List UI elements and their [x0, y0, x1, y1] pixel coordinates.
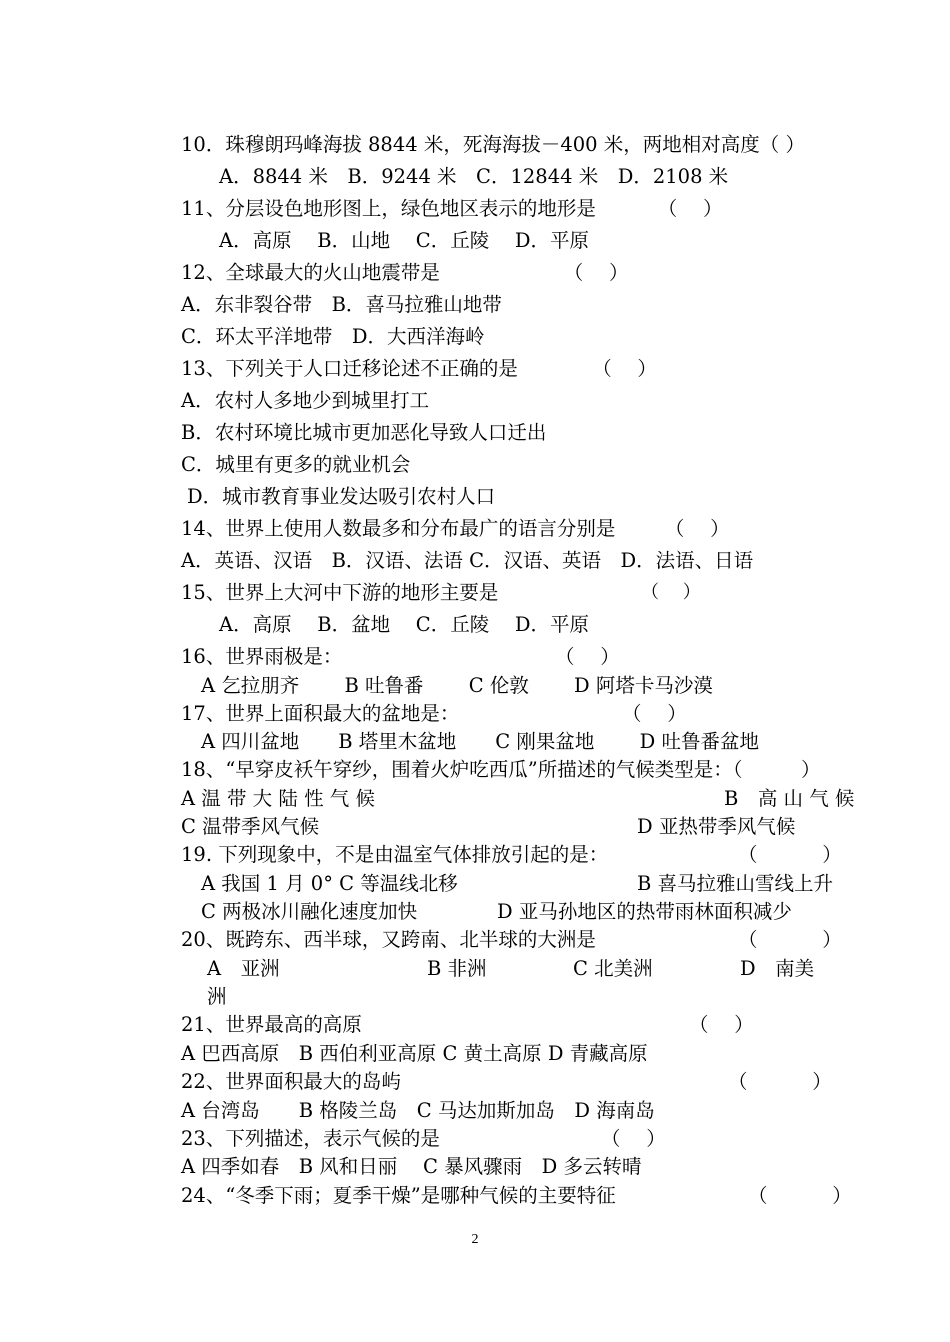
q20-option-b: B 非洲	[427, 957, 487, 980]
q19-answer-blank: （ ）	[738, 843, 842, 866]
q15-stem: 15、世界上大河中下游的地形主要是	[181, 581, 499, 604]
q20-option-c: C 北美洲	[573, 957, 653, 980]
q16-options: A 乞拉朋齐 B 吐鲁番 C 伦敦 D 阿塔卡马沙漠	[201, 674, 713, 697]
q17-answer-blank: （ ）	[622, 702, 687, 725]
q24-answer-blank: （ ）	[748, 1184, 852, 1207]
q13-option-b: B．农村环境比城市更加恶化导致人口迁出	[181, 421, 547, 444]
q23-stem: 23、下列描述，表示气候的是	[181, 1127, 440, 1150]
q14-options: A．英语、汉语 B．汉语、法语 C．汉语、英语 D．法语、日语	[181, 549, 754, 572]
q19-stem: 19. 下列现象中，不是由温室气体排放引起的是：	[181, 843, 609, 866]
q22-answer-blank: （ ）	[728, 1070, 832, 1093]
q13-stem: 13、下列关于人口迁移论述不正确的是 （ ）	[181, 357, 657, 380]
q17-stem: 17、世界上面积最大的盆地是：	[181, 702, 460, 725]
q19-option-d: D 亚马孙地区的热带雨林面积减少	[497, 900, 792, 923]
q20-option-d-wrap: 洲	[207, 985, 227, 1008]
q12-options-ab: A．东非裂谷带 B．喜马拉雅山地带	[181, 293, 502, 316]
q20-option-d: D 南美	[740, 957, 815, 980]
q21-stem: 21、世界最高的高原	[181, 1013, 362, 1036]
q23-options: A 四季如春 B 风和日丽 C 暴风骤雨 D 多云转晴	[181, 1155, 642, 1178]
q19-option-a: A 我国 1 月 0° C 等温线北移	[201, 872, 458, 895]
q12-options-cd: C．环太平洋地带 D．大西洋海岭	[181, 325, 485, 348]
q24-stem: 24、“冬季下雨；夏季干燥”是哪种气候的主要特征	[181, 1184, 616, 1207]
q20-answer-blank: （ ）	[738, 928, 842, 951]
q21-answer-blank: （ ）	[689, 1013, 754, 1036]
q13-option-c: C．城里有更多的就业机会	[181, 453, 411, 476]
q19-option-c: C 两极冰川融化速度加快	[201, 900, 418, 923]
q23-answer-blank: （ ）	[601, 1127, 666, 1150]
q15-answer-blank: （ ）	[641, 582, 701, 603]
q10-options: A．8844 米 B．9244 米 C．12844 米 D．2108 米	[219, 165, 729, 188]
q18-stem: 18、“早穿皮袄午穿纱，围着火炉吃西瓜”所描述的气候类型是：（ ）	[181, 758, 821, 781]
q12-stem: 12、全球最大的火山地震带是 （ ）	[181, 261, 629, 284]
q13-option-d: D．城市教育事业发达吸引农村人口	[187, 485, 496, 508]
q17-options: A 四川盆地 B 塔里木盆地 C 刚果盆地 D 吐鲁番盆地	[201, 730, 759, 753]
q18-option-d: D 亚热带季风气候	[637, 815, 796, 838]
q11-options: A．高原 B．山地 C．丘陵 D．平原	[219, 229, 590, 252]
q16-answer-blank: （ ）	[555, 645, 620, 668]
q15-options: A．高原 B．盆地 C．丘陵 D．平原	[219, 613, 590, 636]
q20-option-a: A 亚洲	[207, 957, 280, 980]
q13-option-a: A．农村人多地少到城里打工	[181, 389, 430, 412]
q18-option-b: B 高 山 气 候	[724, 787, 855, 810]
q22-stem: 22、世界面积最大的岛屿	[181, 1070, 401, 1093]
q14-stem: 14、世界上使用人数最多和分布最广的语言分别是 （ ）	[181, 517, 730, 540]
page-number: 2	[471, 1232, 479, 1247]
q11-stem: 11、分层设色地形图上，绿色地区表示的地形是 （ ）	[181, 197, 723, 220]
q18-option-c: C 温带季风气候	[181, 815, 320, 838]
q21-options: A 巴西高原 B 西伯利亚高原 C 黄土高原 D 青藏高原	[181, 1042, 648, 1065]
q16-stem: 16、世界雨极是：	[181, 645, 343, 668]
q18-option-a: A 温 带 大 陆 性 气 候	[181, 787, 375, 810]
q19-option-b: B 喜马拉雅山雪线上升	[637, 872, 834, 895]
q10-stem: 10．珠穆朗玛峰海拔 8844 米，死海海拔－400 米，两地相对高度（ ）	[181, 133, 805, 156]
q22-options: A 台湾岛 B 格陵兰岛 C 马达加斯加岛 D 海南岛	[181, 1099, 655, 1122]
q20-stem: 20、既跨东、西半球，又跨南、北半球的大洲是	[181, 928, 596, 951]
